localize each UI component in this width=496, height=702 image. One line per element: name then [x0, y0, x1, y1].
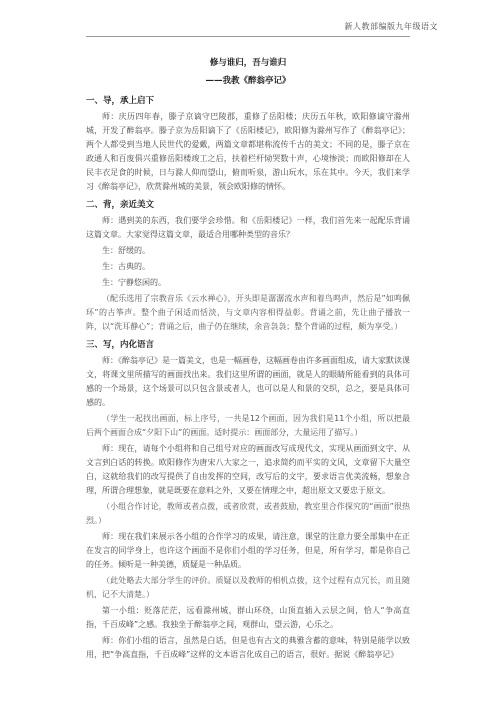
document-subtitle: ——我教《醉翁亭记》: [205, 76, 291, 86]
body-paragraph: 师：现在我们来展示各小组的合作学习的成果，请注意，课堂的注意力要全部集中在正在发言的同学身上，也许这个画面不是你们小组的学习任务，但是，所有学习，都是你自己的任务。倾听是一种美德，质疑是一种品质。: [86, 532, 410, 569]
teaching-note: （此处略去大部分学生的评价。质疑以及教师的相机点拨，这个过程有点冗长，而且随机，记不大清楚。）: [86, 576, 410, 599]
body-paragraph: 第一小组：贬落茫茫，远看滁州城，群山环绕，山顶直插入云层之间，恰人“争高直指，千百成峰”之感。我独坐于醉翁亭之间，观群山，望云游，心乐之。: [86, 606, 410, 629]
section-heading: 一、导，承上启下: [86, 96, 155, 106]
body-paragraph: 师：你们小组的语言，虽然是白话，但是也有古文的典雅含蓄的意味，特别是能学以致用，把“争高直指，千百成峰”这样的文本语言化成自己的语言，很好。据说《醉翁亭记》: [86, 636, 410, 659]
teaching-note: （学生一起找出画面，标上序号，一共是12个画面，因为我们是11个小组，所以把最后两个画面合成“夕阳下山”的画面。适时提示：画面部分，大量运用了描写。）: [86, 414, 410, 437]
body-paragraph: 师：《醉翁亭记》是一篇美文，也是一幅画卷，这幅画卷由许多画面组成，请大家默读课文，将课文里所描写的画面找出来。我们这里所谓的画面，就是人的眼睛所能看到的具体可感的一个场景，这个场景可以只包含景或者人，也可以是人和景的交织，总之，要是具体可感的。: [86, 356, 410, 407]
header-divider: [86, 36, 410, 37]
section-heading: 三、写，内化语言: [86, 340, 155, 350]
teaching-note: （配乐选用了宗教音乐《云水禅心》，开头即是潺潺流水声和着鸟鸣声，然后是”如鸣佩环”的古筝声。整个曲子闲适而恬淡，与文章内容相得益彰。背诵之前，先让曲子播放一阵，以“洗耳静心”；背诵之后，曲子仍在继续，余音袅袅；整个背诵的过程，颇为享受。）: [86, 294, 410, 331]
body-paragraph: 生：舒缓的。: [102, 246, 150, 255]
body-paragraph: 师：现在，请每个小组将和自己组号对应的画面改写成现代文，实现从画面到文字、从文言到白话的转换。欧阳修作为唐宋八大家之一，追求简约而平实的文风，文章留下大量空白，这就给我们的改写提供了自由发挥的空间，改写后的文字，要求语言优美流畅，想象合理，所谓合理想象，就是既要在意料之外，又要在情理之中，超出原文又要忠于原文。: [86, 444, 410, 495]
teaching-note: （小组合作讨论，教师或者点拨，或者欣赏，或者鼓励，教室里合作探究的“画面”很热烈。）: [86, 502, 410, 525]
body-paragraph: 师：遇到美的东西，我们要学会珍惜。和《岳阳楼记》一样，我们首先来一起配乐背诵这篇文章。大家觉得这篇文章，最适合用哪种类型的音乐？: [86, 216, 410, 239]
document-body: [86, 56, 410, 664]
body-paragraph: 师：庆历四年春，滕子京谪守巴陵郡，重修了岳阳楼；庆历五年秋，欧阳修谪守滁州城，开发了醉翁亭。滕子京为岳阳谪下了《岳阳楼记》，欧阳修为滁州写作了《醉翁亭记》；两个人都受到当地人民世代的爱戴，两篇文章都堪称流传千古的美文；不同的是，滕子京在政通人和百废俱兴重修岳阳楼竣工之后，扶着栏杆恸哭数十声，心境惨淡；而欧阳修却在人民丰衣足食的时候，日与滁人仰而望山，俯而听泉，游山玩水，乐在其中。今天，我们来学习《醉翁亭记》，欣赏滁州城的美景，领会欧阳修的情怀。: [86, 112, 410, 191]
body-paragraph: 生：古典的。: [102, 262, 150, 271]
section-heading: 二、背，亲近美文: [86, 200, 155, 210]
body-paragraph: 生：宁静悠闲的。: [102, 278, 166, 287]
document-title: 修与谁归，吾与谁归: [209, 58, 287, 68]
header-series-label: 新人教部编版九年级语文: [344, 22, 438, 31]
sections-container: [86, 94, 410, 662]
